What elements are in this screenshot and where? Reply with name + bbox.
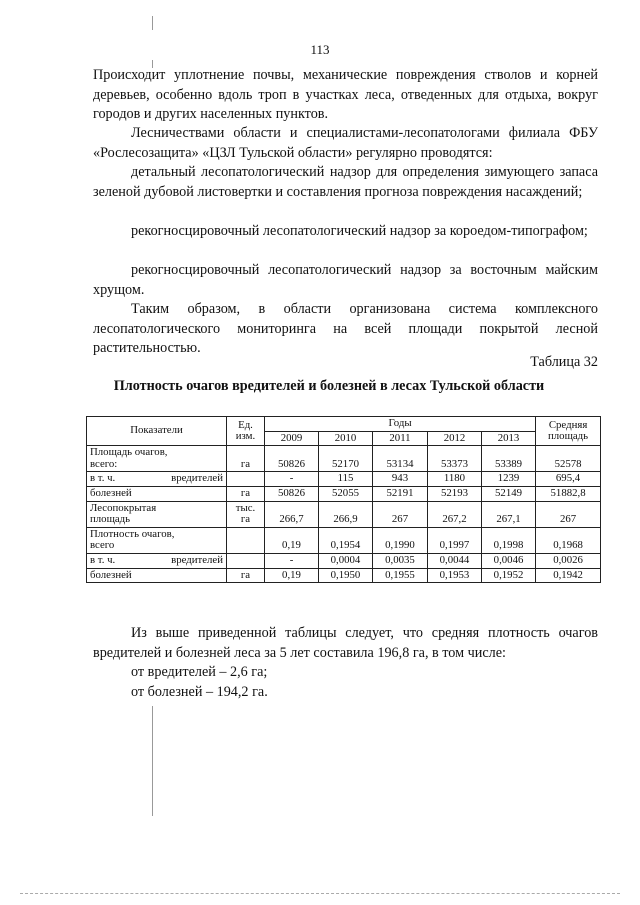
table-header-row [87, 417, 601, 432]
table-cell: 0,0004 [319, 553, 373, 568]
pest-density-table [86, 416, 601, 583]
table-cell: 52149 [482, 486, 536, 501]
table-cell: 267,2 [428, 501, 482, 527]
row-label [87, 553, 227, 568]
table-cell: 0,1952 [482, 568, 536, 583]
row-label-line1: Плотность очагов, [90, 527, 175, 540]
row-unit-line2: га [240, 513, 251, 526]
table-cell: 115 [319, 472, 373, 487]
table-cell: 695,4 [536, 472, 601, 487]
list-item-pests: от вредителей – 2,6 га; [131, 664, 268, 680]
row-label-line1: Площадь очагов, [90, 446, 168, 459]
table-title: Плотность очагов вредителей и болезней в лесах Тульской области [113, 378, 545, 394]
paragraph-cockchafer: рекогносцировочный лесопатологический надзор за восточным майским хрущом. [93, 262, 598, 298]
table-cell: 50826 [265, 486, 319, 501]
table-cell: 267 [536, 501, 601, 527]
header-indicator: Показатели [87, 417, 227, 446]
row-label [87, 446, 227, 472]
table-cell: 50826 [265, 446, 319, 472]
table-cell: 0,0044 [428, 553, 482, 568]
row-unit-line1: тыс. [235, 501, 256, 514]
row-label [87, 527, 227, 553]
table-cell: 0,0046 [482, 553, 536, 568]
table-cell: 0,19 [265, 568, 319, 583]
row-sublabel: вредителей [171, 472, 223, 485]
header-unit-line2: изм. [235, 430, 256, 443]
row-prefix: в т. ч. [90, 472, 116, 485]
table-cell: 0,1950 [319, 568, 373, 583]
table-label: Таблица 32 [530, 354, 598, 370]
row-label-line2: всего: [90, 457, 118, 470]
table-cell: 0,1997 [428, 527, 482, 553]
header-unit-line1: Ед. [238, 418, 253, 431]
table-cell: 0,1990 [373, 527, 428, 553]
table-cell: - [265, 553, 319, 568]
table-cell: 267,1 [482, 501, 536, 527]
table-cell: 0,1955 [373, 568, 428, 583]
table-cell: 1239 [482, 472, 536, 487]
table-cell: 943 [373, 472, 428, 487]
table-cell: 53373 [428, 446, 482, 472]
paragraph-forestries: Лесничествами области и специалистами-лесопатологами филиала ФБУ «Рослесозащита» «ЦЗЛ Тульской области» регулярно проводятся: [93, 125, 598, 161]
paragraph-detailed-supervision: детальный лесопатологический надзор для определения зимующего запаса зеленой дубовой листовертки и составления прогноза повреждения насаждений; [93, 164, 598, 200]
table-cell: 52191 [373, 486, 428, 501]
row-prefix: в т. ч. [90, 553, 116, 566]
table-row [87, 553, 601, 568]
row-label [87, 472, 227, 487]
margin-tick-lower [152, 706, 153, 816]
header-year: 2009 [265, 431, 319, 446]
row-unit [227, 472, 265, 487]
header-average-line2: площадь [548, 430, 589, 443]
table-cell: 0,1954 [319, 527, 373, 553]
page-number: 113 [310, 42, 330, 57]
table-row [87, 486, 601, 501]
list-item-diseases: от болезней – 194,2 га. [131, 684, 268, 700]
table-cell: 0,1953 [428, 568, 482, 583]
table-cell: 0,1942 [536, 568, 601, 583]
row-label [87, 501, 227, 527]
table-cell: 53389 [482, 446, 536, 472]
table-cell: 52055 [319, 486, 373, 501]
table-cell: 266,7 [265, 501, 319, 527]
table-cell: 0,0035 [373, 553, 428, 568]
table-row [87, 568, 601, 583]
header-year: 2010 [319, 431, 373, 446]
row-unit [227, 527, 265, 553]
table-cell: 0,1968 [536, 527, 601, 553]
paragraph-conclusion: Из выше приведенной таблицы следует, что средняя плотность очагов вредителей и болезней леса за 5 лет составила 196,8 га, в том числе: [93, 625, 598, 661]
table-cell: 0,1998 [482, 527, 536, 553]
margin-tick-top [152, 16, 153, 30]
row-sublabel: вредителей [171, 553, 223, 566]
table-row [87, 501, 601, 527]
header-year: 2012 [428, 431, 482, 446]
table-cell: 0,19 [265, 527, 319, 553]
table-cell: - [265, 472, 319, 487]
table-cell: 53134 [373, 446, 428, 472]
row-label: болезней [87, 568, 227, 583]
header-average-line1: Средняя [548, 418, 588, 431]
row-label-line2: площадь [90, 513, 131, 526]
table-cell: 267 [373, 501, 428, 527]
table-cell: 266,9 [319, 501, 373, 527]
row-label: болезней [87, 486, 227, 501]
table-cell: 0,0026 [536, 553, 601, 568]
page-bottom-rule [20, 893, 620, 894]
table-cell: 52170 [319, 446, 373, 472]
table-cell: 1180 [428, 472, 482, 487]
table-row [87, 446, 601, 472]
table-cell: 52193 [428, 486, 482, 501]
table-cell: 52578 [536, 446, 601, 472]
table-row [87, 472, 601, 487]
row-unit [227, 553, 265, 568]
table-cell: 51882,8 [536, 486, 601, 501]
paragraph-bark-beetle: рекогносцировочный лесопатологический надзор за короедом-типографом; [131, 223, 588, 239]
paragraph-soil: Происходит уплотнение почвы, механические повреждения стволов и корней деревьев, особенно вдоль троп в участках леса, отведенных для отдыха, вокруг городов и других населенных пунктов. [93, 67, 598, 122]
row-unit: га [227, 486, 265, 501]
row-label-line1: Лесопокрытая [90, 501, 157, 514]
header-average [536, 417, 601, 446]
row-unit: га [227, 568, 265, 583]
header-year: 2013 [482, 431, 536, 446]
row-unit [227, 501, 265, 527]
paragraph-monitoring: Таким образом, в области организована система комплексного лесопатологического мониторинга на всей площади покрытой лесной растительностью. [93, 301, 598, 356]
row-label-line2: всего [90, 539, 115, 552]
header-year: 2011 [373, 431, 428, 446]
table-row [87, 527, 601, 553]
header-unit [227, 417, 265, 446]
row-unit: га [227, 446, 265, 472]
header-years: Годы [265, 417, 536, 432]
